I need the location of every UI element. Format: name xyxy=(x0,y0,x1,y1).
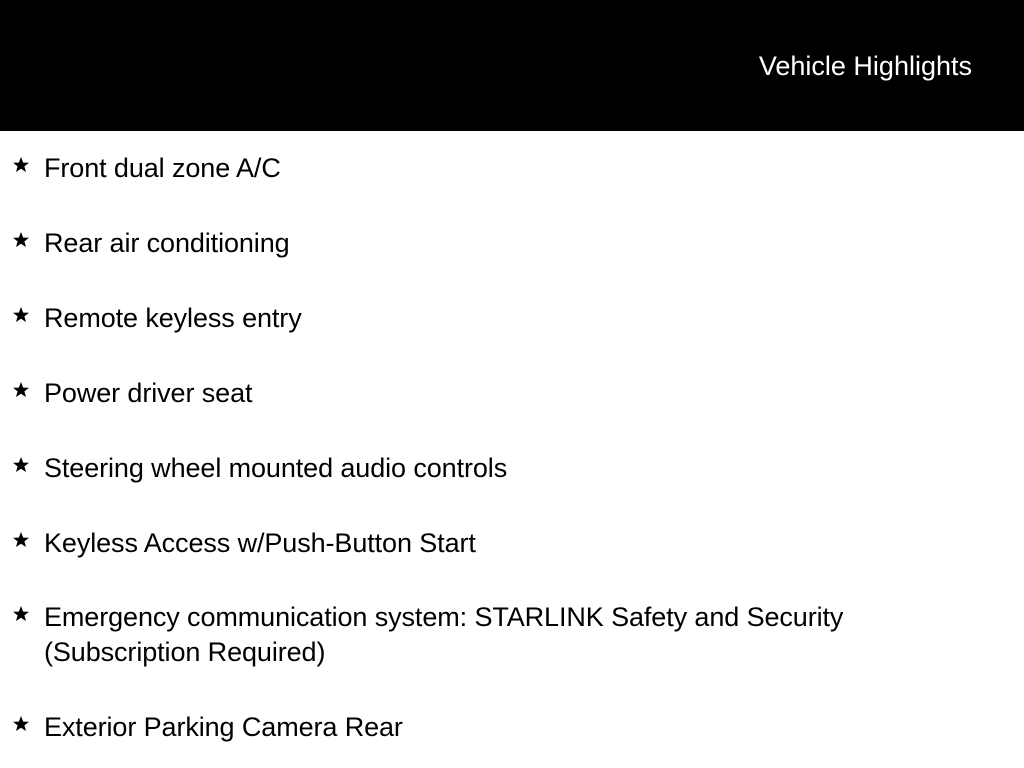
star-icon xyxy=(11,155,31,175)
list-item-text: Rear air conditioning xyxy=(44,228,290,258)
star-icon xyxy=(11,455,31,475)
star-icon xyxy=(11,530,31,550)
list-item-text: Emergency communication system: STARLINK Safety and Security (Subscription Required) xyxy=(44,602,844,667)
star-icon xyxy=(11,305,31,325)
star-icon xyxy=(11,380,31,400)
star-icon xyxy=(11,714,31,734)
list-item-text: Remote keyless entry xyxy=(44,303,302,333)
list-item-text: Steering wheel mounted audio controls xyxy=(44,453,508,483)
list-item-text: Exterior Parking Camera Rear xyxy=(44,712,403,742)
header-bar xyxy=(0,0,1024,131)
star-icon xyxy=(11,230,31,250)
header-title: Vehicle Highlights xyxy=(758,51,972,81)
list-item-text: Power driver seat xyxy=(44,378,253,408)
star-icon xyxy=(11,604,31,624)
list-item-text: Front dual zone A/C xyxy=(44,153,281,183)
list-item-text: Keyless Access w/Push-Button Start xyxy=(44,528,476,558)
